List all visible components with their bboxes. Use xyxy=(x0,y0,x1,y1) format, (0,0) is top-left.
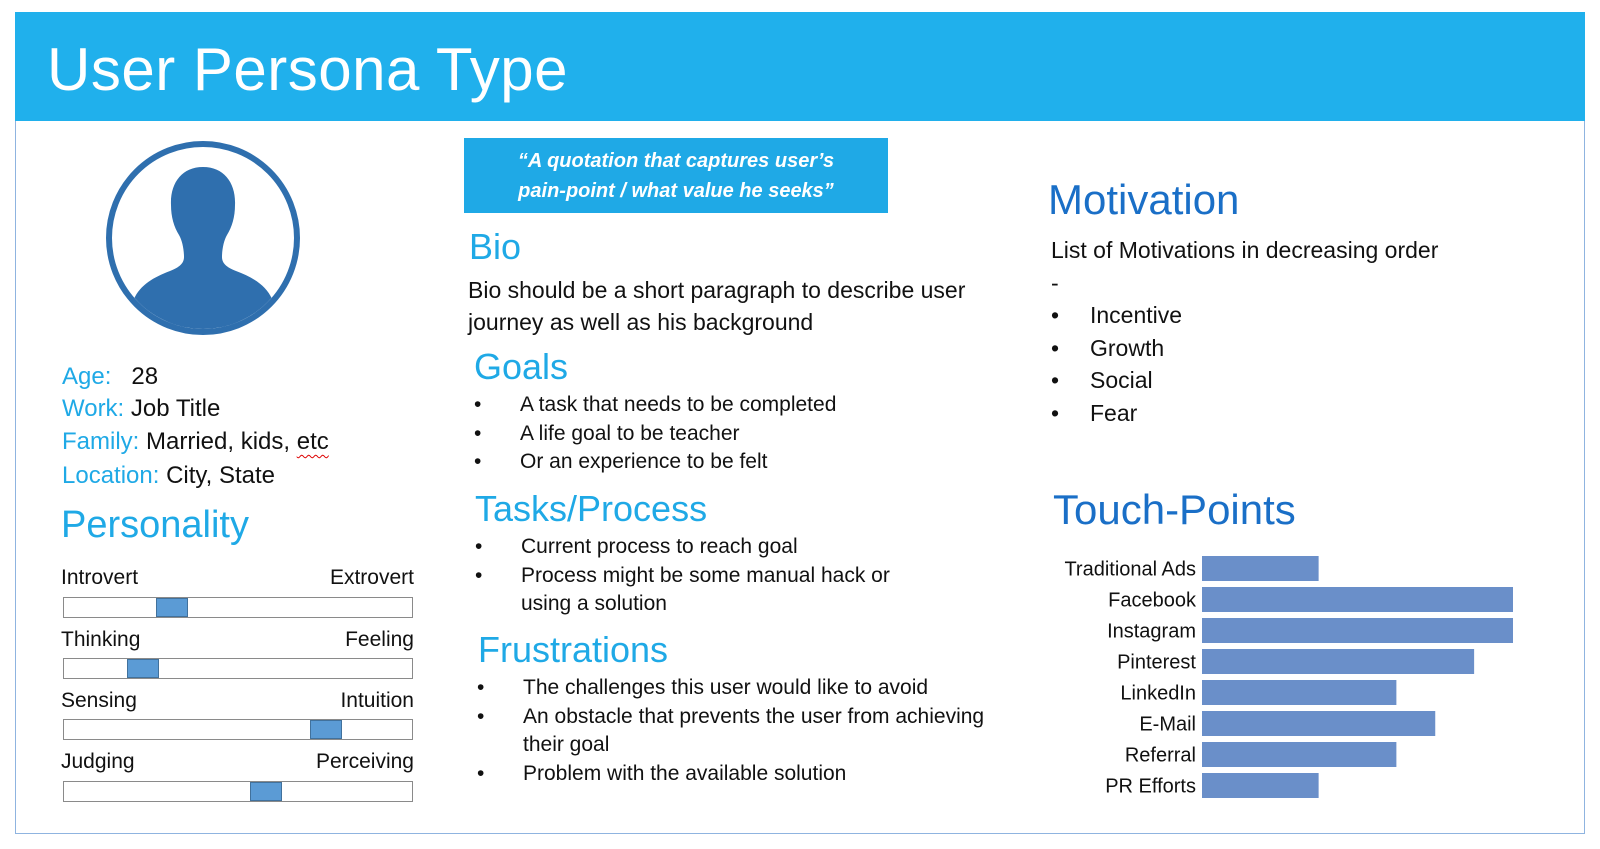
touchpoints-bar-chart xyxy=(1040,550,1580,810)
bar-e-mail xyxy=(1202,711,1435,736)
quote-line-1: “A quotation that captures user’s xyxy=(517,150,835,172)
trait-slider-track xyxy=(63,658,413,679)
list-item: • A life goal to be teacher xyxy=(474,420,1014,449)
trait-slider-thumb[interactable] xyxy=(156,598,188,617)
trait-slider-track xyxy=(63,719,413,740)
trait-slider-thumb[interactable] xyxy=(127,659,159,678)
bio-title: Bio xyxy=(469,226,522,267)
age-value: 28 xyxy=(131,363,159,390)
trait-slider-thumb[interactable] xyxy=(250,782,282,801)
family-label: Family: xyxy=(62,428,140,455)
family-row xyxy=(62,427,329,457)
list-item: • An obstacle that prevents the user from achieving their goal xyxy=(477,703,1027,760)
list-item: • Social xyxy=(1051,364,1182,397)
bar-linkedin xyxy=(1202,680,1396,705)
trait-left-label: Thinking xyxy=(61,628,141,651)
trait-slider-track xyxy=(63,781,413,802)
work-value: Job Title xyxy=(130,395,221,422)
motivation-title: Motivation xyxy=(1048,176,1240,223)
family-value-etc: etc xyxy=(296,428,329,455)
list-item: • Current process to reach goal xyxy=(475,533,945,562)
bar-facebook xyxy=(1202,587,1513,612)
touchpoints-title: Touch-Points xyxy=(1053,486,1296,533)
trait-left-label: Sensing xyxy=(61,689,137,712)
age-label: Age: xyxy=(62,363,112,390)
quote-box xyxy=(464,138,888,213)
trait-right-label: Perceiving xyxy=(315,750,414,773)
list-item: • Incentive xyxy=(1051,299,1182,332)
frustrations-title: Frustrations xyxy=(478,629,669,670)
bar-pinterest xyxy=(1202,649,1474,674)
category-label: Pinterest xyxy=(1117,651,1196,674)
family-value: Married, kids, xyxy=(146,428,297,455)
category-label: Facebook xyxy=(1108,589,1196,612)
trait-right-label: Feeling xyxy=(345,628,414,651)
quote-line-2: pain-point / what value he seeks” xyxy=(518,180,834,202)
list-item: • Fear xyxy=(1051,397,1182,430)
tasks-title: Tasks/Process xyxy=(475,488,708,529)
motivation-intro: List of Motivations in decreasing order - xyxy=(1051,237,1439,296)
location-row xyxy=(62,461,275,491)
trait-slider-thumb[interactable] xyxy=(310,720,342,739)
age-row xyxy=(62,362,158,392)
motivation-list xyxy=(1051,299,1182,429)
list-item: • Or an experience to be felt xyxy=(474,448,1014,477)
bar-traditional-ads xyxy=(1202,556,1319,581)
work-label: Work: xyxy=(62,395,125,422)
list-item: • Problem with the available solution xyxy=(477,760,1027,789)
trait-left-label: Introvert xyxy=(61,566,139,589)
goals-list xyxy=(474,391,1014,477)
list-item: • The challenges this user would like to avoid xyxy=(477,674,1027,703)
frustrations-list xyxy=(477,674,1027,788)
category-label: E-Mail xyxy=(1139,713,1196,736)
category-label: Traditional Ads xyxy=(1064,558,1196,581)
trait-right-label: Extrovert xyxy=(329,566,414,589)
trait-left-label: Judging xyxy=(61,750,135,773)
category-label: LinkedIn xyxy=(1120,682,1196,705)
category-label: Referral xyxy=(1124,744,1196,767)
goals-title: Goals xyxy=(474,346,569,387)
tasks-list xyxy=(475,533,945,619)
user-silhouette-icon xyxy=(104,139,302,337)
trait-slider-track xyxy=(63,597,413,618)
list-item: • Growth xyxy=(1051,332,1182,365)
list-item: • Process might be some manual hack or using a solution xyxy=(475,562,945,619)
bio-text: Bio should be a short paragraph to describe user journey as well as his background xyxy=(468,277,966,335)
location-label: Location: xyxy=(62,462,160,489)
bar-pr-efforts xyxy=(1202,773,1319,798)
trait-right-label: Intuition xyxy=(340,689,414,712)
page-title: User Persona Type xyxy=(47,36,568,103)
location-value: City, State xyxy=(166,462,276,489)
category-label: Instagram xyxy=(1107,620,1196,643)
work-row xyxy=(62,394,220,424)
bar-referral xyxy=(1202,742,1396,767)
bar-instagram xyxy=(1202,618,1513,643)
category-label: PR Efforts xyxy=(1105,775,1196,798)
personality-title: Personality xyxy=(61,504,249,546)
list-item: • A task that needs to be completed xyxy=(474,391,1014,420)
